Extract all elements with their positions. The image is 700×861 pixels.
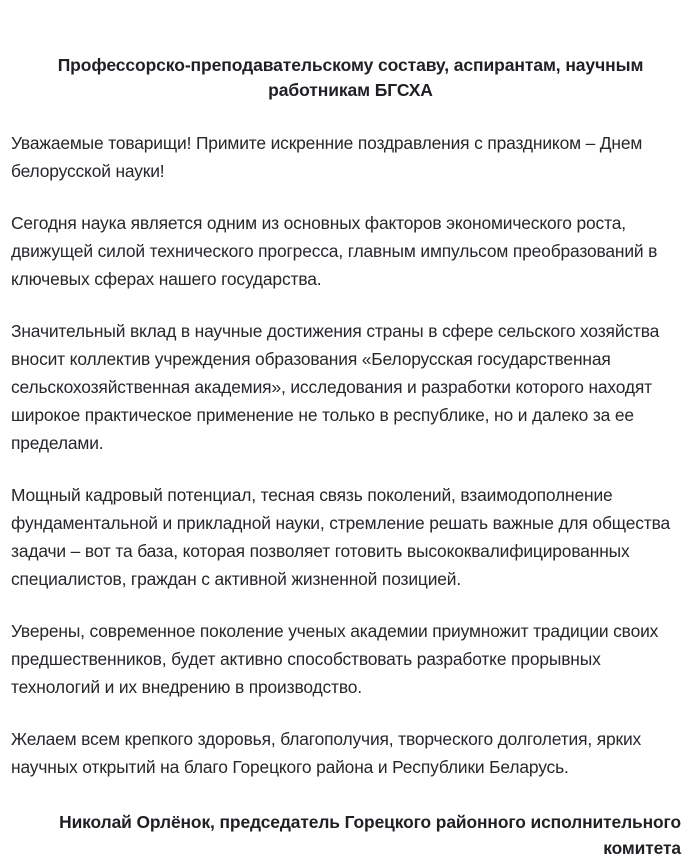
- document-body: [11, 129, 690, 781]
- paragraph-potential: Мощный кадровый потенциал, тесная связь поколений, взаимодополнение фундаментальной и прикладной науки, стремление решать важные для общества задачи – вот та база, которая позволяет готовить высококвалифицированных специалистов, граждан с активной жизненной позицией.: [11, 485, 671, 589]
- paragraph-science: Сегодня наука является одним из основных факторов экономического роста, движущей силой технического прогресса, главным импульсом преобразований в ключевых сферах нашего государства.: [11, 213, 658, 289]
- paragraph-confidence: Уверены, современное поколение ученых академии приумножит традиции своих предшественников, будет активно способствовать разработке прорывных технологий и их внедрению в производство.: [11, 621, 659, 697]
- paragraph-wishes: Желаем всем крепкого здоровья, благополучия, творческого долголетия, ярких научных открытий на благо Горецкого района и Республики Беларусь.: [11, 729, 642, 777]
- page-title: Профессорско-преподавательскому составу, аспирантам, научным работникам БГСХА: [57, 55, 644, 100]
- paragraph-greeting: Уважаемые товарищи! Примите искренние поздравления с праздником – Днем белорусской науки!: [11, 133, 643, 181]
- signature-block: Николай Орлёнок, председатель Горецкого районного исполнительного комитета: [59, 812, 681, 858]
- paragraph-academy: Значительный вклад в научные достижения страны в сфере сельского хозяйства вносит коллектив учреждения образования «Белорусская государственная сельскохозяйственная академия», исследования и разработки которого находят широкое практическое применение не только в республике, но и далеко за ее пределами.: [11, 321, 660, 453]
